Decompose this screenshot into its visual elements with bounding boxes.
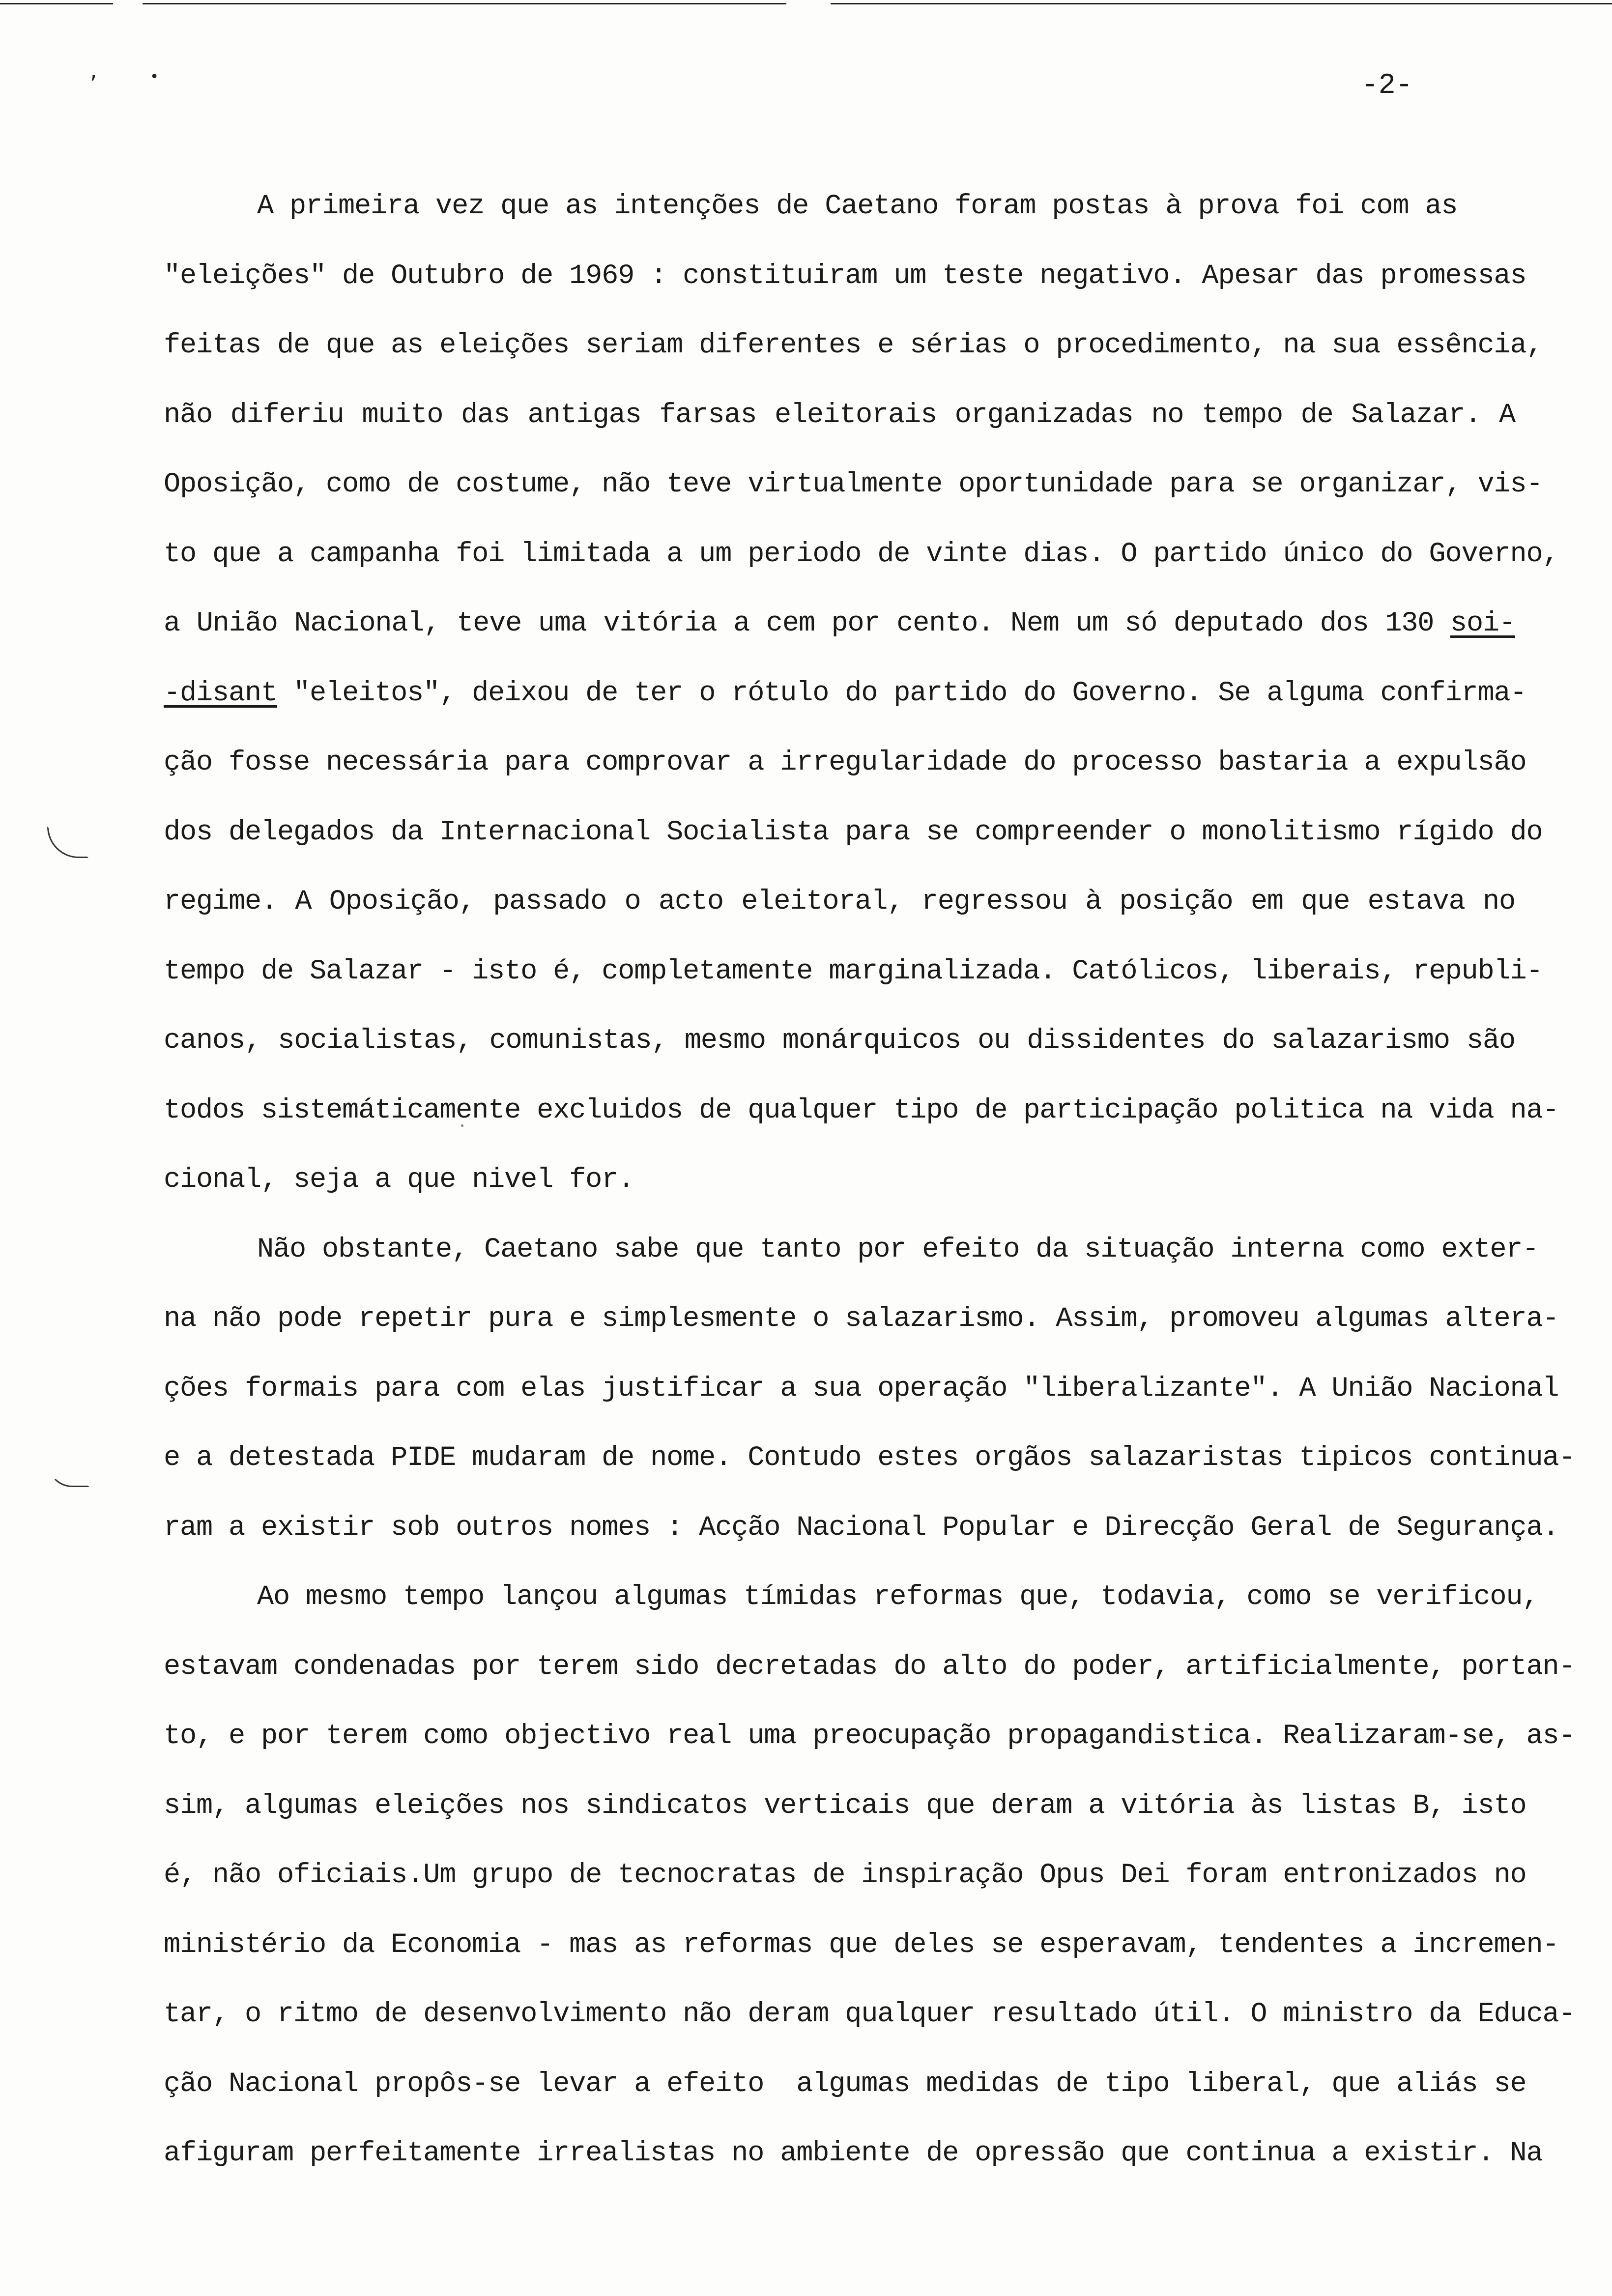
text-line: Ao mesmo tempo lançou algumas tímidas reformas que, todavia, como se verificou, xyxy=(257,1581,1539,1613)
text-line: e a detestada PIDE mudaram de nome. Contudo estes orgãos salazaristas tipicos continua- xyxy=(164,1442,1575,1474)
text-line: regime. A Oposição, passado o acto eleitoral, regressou à posição em que estava no xyxy=(164,886,1515,918)
text-line: ções formais para com elas justificar a sua operação "liberalizante". A União Nacional xyxy=(164,1373,1559,1405)
text-line: não diferiu muito das antigas farsas eleitorais organizadas no tempo de Salazar. A xyxy=(164,399,1515,431)
rule-gap xyxy=(113,1,143,6)
rule-gap xyxy=(786,1,831,6)
page-number: -2- xyxy=(1361,70,1413,102)
text-line: feitas de que as eleições seriam diferentes e sérias o procedimento, na sua essência, xyxy=(164,330,1543,361)
text-line: sim, algumas eleições nos sindicatos verticais que deram a vitória às listas B, isto xyxy=(164,1790,1526,1822)
text-line: ministério da Economia - mas as reformas que deles se esperavam, tendentes a incremen- xyxy=(164,1929,1559,1961)
paragraph xyxy=(164,1563,1575,2189)
text-line: dos delegados da Internacional Socialista para se compreender o monolitismo rígido do xyxy=(164,816,1543,848)
text-line: canos, socialistas, comunistas, mesmo monárquicos ou dissidentes do salazarismo são xyxy=(164,1025,1515,1057)
text-line: é, não oficiais.Um grupo de tecnocratas de inspiração Opus Dei foram entronizados no xyxy=(164,1860,1526,1891)
text-line: ram a existir sob outros nomes : Acção Nacional Popular e Direcção Geral de Segurança. xyxy=(164,1512,1559,1544)
text-line: tempo de Salazar - isto é, completamente marginalizada. Católicos, liberais, republi- xyxy=(164,955,1543,987)
text-line: ção fosse necessária para comprovar a irregularidade do processo bastaria a expulsão xyxy=(164,747,1526,778)
text-line: to, e por terem como objectivo real uma preocupação propagandistica. Realizaram-se, as- xyxy=(164,1721,1575,1752)
text-line: tar, o ritmo de desenvolvimento não deram qualquer resultado útil. O ministro da Educa- xyxy=(164,1999,1575,2030)
underlined-word: -disant xyxy=(164,677,278,709)
paragraph xyxy=(164,172,1559,1215)
text-line: Oposição, como de costume, não teve virtualmente oportunidade para se organizar, vis- xyxy=(164,469,1543,500)
text-line: estavam condenadas por terem sido decretadas do alto do poder, artificialmente, portan- xyxy=(164,1651,1575,1683)
text-line: a União Nacional, teve uma vitória a cem por cento. Nem um só deputado dos 130 soi- xyxy=(164,608,1515,639)
paragraph xyxy=(164,1215,1575,1563)
typed-body-text xyxy=(164,172,1575,2189)
ink-speck: • xyxy=(150,68,159,86)
text-line: Não obstante, Caetano sabe que tanto por efeito da situação interna como exter- xyxy=(257,1234,1539,1265)
text-line: to que a campanha foi limitada a um periodo de vinte dias. O partido único do Governo, xyxy=(164,538,1559,570)
text-line: afiguram perfeitamente irrealistas no ambiente de opressão que continua a existir. Na xyxy=(164,2138,1543,2169)
punch-hole-mark xyxy=(47,1462,89,1487)
ink-speck: ’ xyxy=(87,72,99,94)
text-line: todos sistemáticamente excluidos de qualquer tipo de participação politica na vida na- xyxy=(164,1094,1559,1126)
text-line: A primeira vez que as intenções de Caetano foram postas à prova foi com as xyxy=(257,191,1458,222)
punch-hole-mark xyxy=(47,827,88,858)
text-line: -disant "eleitos", deixou de ter o rótulo do partido do Governo. Se alguma confirma- xyxy=(164,677,1526,709)
underlined-word: soi- xyxy=(1450,608,1515,639)
text-line: "eleições" de Outubro de 1969 : constituiram um teste negativo. Apesar das promessas xyxy=(164,260,1526,292)
text-line: na não pode repetir pura e simplesmente o salazarismo. Assim, promoveu algumas altera- xyxy=(164,1303,1559,1335)
text-line: cional, seja a que nivel for. xyxy=(164,1164,634,1196)
text-line: ção Nacional propôs-se levar a efeito algumas medidas de tipo liberal, que aliás se xyxy=(164,2068,1526,2100)
